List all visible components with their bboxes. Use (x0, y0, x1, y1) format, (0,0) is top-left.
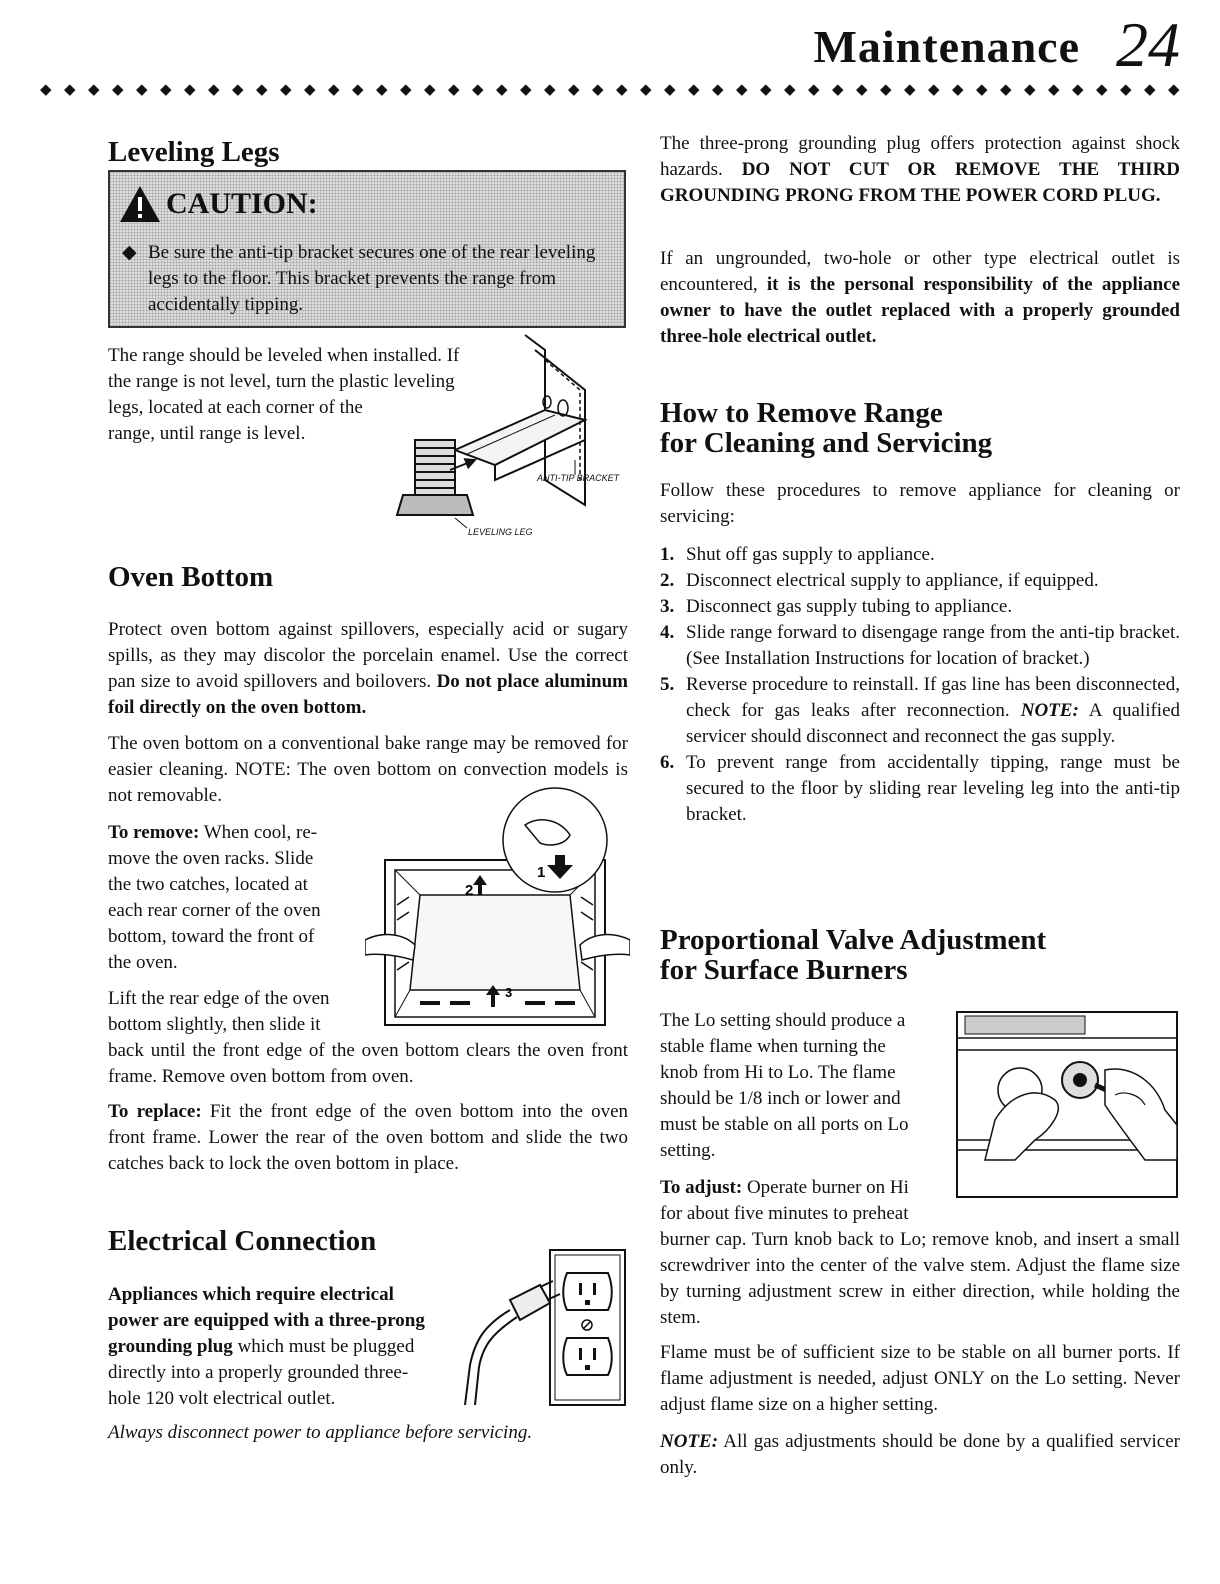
diamond-icon: ◆ (688, 82, 700, 98)
step-2-label: 2 (465, 882, 474, 899)
diamond-icon: ◆ (1072, 82, 1084, 98)
electrical-bold-1: Appliances which require electrical (108, 1284, 394, 1305)
step-item (660, 672, 1180, 750)
grounding-p1-warning: DO NOT CUT OR REMOVE THE THIRD GROUNDING PRONG FROM THE POWER CORD PLUG. (660, 159, 1181, 206)
electrical-plain-2: directly into a properly grounded three- (108, 1362, 409, 1383)
valve-adjustment-figure (955, 1010, 1180, 1200)
replace-label: To replace: (108, 1101, 202, 1122)
remove-line-4: each rear corner of the oven (108, 900, 321, 921)
electrical-bold-2: power are equipped with a three-prong (108, 1310, 425, 1331)
valve-p3: Flame must be of sufficient size to be stable on all burner ports. If flame adjustment is needed, adjust ONLY on the Lo setting. Never adjust flame size on a higher setting. (660, 1342, 1180, 1415)
lift-rest-text: back until the front edge of the oven bottom clears the oven front frame. Remove oven bottom from oven. (108, 1040, 628, 1087)
caution-text-block (122, 240, 602, 318)
oven-bottom-p1 (108, 617, 628, 721)
electrical-plain-3: hole 120 volt electrical outlet. (108, 1388, 336, 1409)
diamond-icon: ◆ (616, 82, 628, 98)
valve-p1-line-1: The Lo setting should produce a (660, 1010, 906, 1031)
step-text: Disconnect gas supply tubing to appliance. (686, 596, 1013, 617)
step-text: Shut off gas supply to appliance. (686, 544, 935, 565)
warning-icon (118, 184, 162, 224)
diamond-icon: ◆ (1096, 82, 1108, 98)
grounding-p2 (660, 246, 1180, 350)
diamond-icon: ◆ (352, 82, 364, 98)
diamond-icon: ◆ (160, 82, 172, 98)
diamond-icon: ◆ (880, 82, 892, 98)
outlet-figure (455, 1245, 635, 1415)
diamond-icon: ◆ (1048, 82, 1060, 98)
diamond-icon: ◆ (424, 82, 436, 98)
diamond-icon: ◆ (568, 82, 580, 98)
diamond-icon: ◆ (808, 82, 820, 98)
step-text: To prevent range from accidentally tipping, range must be secured to the floor by sliding rear leveling leg into the anti-tip bracket. (686, 752, 1180, 825)
page-title: Maintenance (813, 21, 1080, 72)
diamond-icon: ◆ (400, 82, 412, 98)
remove-range-intro-block (660, 478, 1180, 530)
step-5-main: Reverse procedure to reinstall. If gas line has been disconnected, check for gas leaks after reconnection. (686, 674, 1180, 721)
valve-p1-line-5: must be stable on all ports on Lo (660, 1114, 909, 1135)
diamond-icon: ◆ (904, 82, 916, 98)
diamond-icon: ◆ (376, 82, 388, 98)
caution-header (118, 184, 318, 224)
grounding-p2-text: If an ungrounded, two-hole or other type electrical outlet is encountered, (660, 248, 1180, 295)
valve-heading-line1: Proportional Valve Adjustment (660, 924, 1047, 956)
adjust-rest: burner cap. Turn knob back to Lo; remove knob, and insert a small screwdriver into the center of the valve stem. Adjust the flame size by turning adjustment screw in either direction, while holding the stem. (660, 1229, 1180, 1328)
anti-tip-bracket-label: ANTI-TIP BRACKET (537, 473, 620, 483)
step-5-note-text: A qualified servicer should disconnect and reconnect the gas supply. (686, 700, 1181, 747)
diamond-icon: ◆ (1144, 82, 1156, 98)
lift-instructions-start (108, 986, 378, 1038)
diamond-divider (40, 80, 1180, 100)
remove-range-heading-line1: How to Remove Range (660, 397, 943, 429)
diamond-icon: ◆ (232, 82, 244, 98)
remove-range-intro: Follow these procedures to remove appliance for cleaning or servicing: (660, 480, 1180, 527)
electrical-heading: Electrical Connection (108, 1225, 377, 1257)
diamond-icon: ◆ (280, 82, 292, 98)
leveling-leg-label: LEVELING LEG (468, 527, 533, 537)
diamond-icon: ◆ (208, 82, 220, 98)
step-item (660, 620, 1180, 672)
valve-p1 (660, 1008, 945, 1164)
step-number: 5. (660, 674, 675, 695)
diamond-icon: ◆ (760, 82, 772, 98)
adjust-label: To adjust: (660, 1177, 743, 1198)
diamond-icon: ◆ (736, 82, 748, 98)
diamond-icon: ◆ (88, 82, 100, 98)
diamond-icon: ◆ (1000, 82, 1012, 98)
lift-line-1: Lift the rear edge of the oven (108, 988, 330, 1009)
leveling-line-4: range, until range is level. (108, 423, 306, 444)
valve-p1-line-3: knob from Hi to Lo. The flame (660, 1062, 896, 1083)
step-text: Slide range forward to disengage range from the anti-tip bracket. (See Installation Instructions for location of bracket.) (686, 622, 1180, 669)
caution-text: Be sure the anti-tip bracket secures one of the rear leveling legs to the floor. This bracket prevents the range from accidentally tipping. (148, 242, 596, 315)
diamond-icon: ◆ (40, 82, 52, 98)
step-number: 3. (660, 596, 675, 617)
diamond-icon: ◆ (256, 82, 268, 98)
diamond-icon: ◆ (448, 82, 460, 98)
oven-bottom-p1-warning: Do not place aluminum foil directly on the oven bottom. (108, 671, 629, 718)
valve-p1-line-2: stable flame when turning the (660, 1036, 886, 1057)
grounding-p1-text: The three-prong grounding plug offers protection against shock hazards. (660, 133, 1180, 180)
step-number: 1. (660, 544, 675, 565)
replace-text: Fit the front edge of the oven bottom into the oven front frame. Lower the rear of the oven bottom and slide the two catches back to lock the oven bottom in place. (108, 1101, 628, 1174)
remove-range-heading (660, 398, 992, 459)
valve-adjust-start (660, 1175, 950, 1227)
leveling-line-3: legs, located at each corner of the (108, 397, 363, 418)
adjust-line-1: Operate burner on Hi (746, 1177, 909, 1198)
step-item (660, 568, 1180, 594)
lift-instructions-rest (108, 1038, 628, 1090)
anti-tip-bracket-figure (395, 330, 635, 545)
valve-note-text: All gas adjustments should be done by a qualified servicer only. (660, 1431, 1180, 1478)
step-text: Disconnect electrical supply to appliance, if equipped. (686, 570, 1099, 591)
grounding-p2-warning: it is the personal responsibility of the appliance owner to have the outlet replaced with a properly grounded three-hole electrical outlet. (660, 274, 1181, 347)
step-5-note-label: NOTE: (1020, 700, 1079, 721)
step-text (686, 672, 1180, 750)
electrical-note: Always disconnect power to appliance before servicing. (108, 1422, 533, 1443)
oven-bottom-p2: The oven bottom on a conventional bake range may be removed for easier cleaning. NOTE: The oven bottom on convection models is not removable. (108, 733, 628, 806)
diamond-icon: ◆ (544, 82, 556, 98)
remove-line-5: bottom, toward the front of (108, 926, 315, 947)
electrical-plain-1: which must be plugged (237, 1336, 415, 1357)
leveling-legs-heading: Leveling Legs (108, 136, 280, 168)
diamond-icon: ◆ (592, 82, 604, 98)
page-number: 24 (1116, 9, 1180, 80)
step-3-label: 3 (505, 985, 513, 1000)
valve-note-label: NOTE: (660, 1431, 719, 1452)
step-number: 2. (660, 570, 675, 591)
diamond-icon: ◆ (1168, 82, 1180, 98)
diamond-icon: ◆ (304, 82, 316, 98)
diamond-icon: ◆ (856, 82, 868, 98)
remove-instructions (108, 820, 368, 976)
diamond-icon: ◆ (832, 82, 844, 98)
diamond-icon: ◆ (184, 82, 196, 98)
diamond-icon: ◆ (112, 82, 124, 98)
remove-line-2: move the oven racks. Slide (108, 848, 314, 869)
valve-heading-line2: for Surface Burners (660, 954, 908, 987)
valve-p1-line-4: should be 1/8 inch or lower and (660, 1088, 901, 1109)
remove-line-6: the oven. (108, 952, 178, 973)
valve-note-block (660, 1429, 1180, 1481)
diamond-icon: ◆ (640, 82, 652, 98)
caution-box (108, 170, 626, 328)
caution-title: CAUTION: (166, 187, 318, 220)
step-item (660, 542, 1180, 568)
remove-line-1: When cool, re- (203, 822, 318, 843)
bullet-diamond-icon: ◆ (122, 242, 137, 263)
lift-line-2: bottom slightly, then slide it (108, 1014, 321, 1035)
leveling-line-1: The range should be leveled when installed. If (108, 345, 460, 366)
leveling-line-2: the range is not level, turn the plastic leveling (108, 371, 455, 392)
valve-heading (660, 925, 1046, 986)
oven-bottom-p1-text: Protect oven bottom against spillovers, especially acid or sugary spills, as they may discolor the porcelain enamel. Use the correct pan size to avoid spillovers and boilovers. (108, 619, 628, 692)
diamond-icon: ◆ (1024, 82, 1036, 98)
remove-range-heading-line2: for Cleaning and Servicing (660, 427, 993, 460)
electrical-bold-3: grounding plug (108, 1336, 233, 1357)
valve-adjust-rest-block (660, 1227, 1180, 1331)
diamond-icon: ◆ (664, 82, 676, 98)
diamond-icon: ◆ (328, 82, 340, 98)
oven-bottom-figure (365, 785, 630, 1030)
diamond-icon: ◆ (712, 82, 724, 98)
remove-label: To remove: (108, 822, 200, 843)
diamond-icon: ◆ (520, 82, 532, 98)
diamond-icon: ◆ (976, 82, 988, 98)
step-item (660, 750, 1180, 828)
step-number: 4. (660, 622, 675, 643)
oven-bottom-heading: Oven Bottom (108, 561, 274, 593)
valve-p1-line-6: setting. (660, 1140, 716, 1161)
diamond-icon: ◆ (928, 82, 940, 98)
replace-instructions (108, 1099, 628, 1177)
grounding-p1 (660, 131, 1180, 209)
diamond-icon: ◆ (784, 82, 796, 98)
diamond-icon: ◆ (496, 82, 508, 98)
diamond-icon: ◆ (472, 82, 484, 98)
diamond-icon: ◆ (136, 82, 148, 98)
step-item (660, 594, 1180, 620)
diamond-icon: ◆ (1120, 82, 1132, 98)
diamond-icon: ◆ (952, 82, 964, 98)
adjust-line-2: for about five minutes to preheat (660, 1203, 909, 1224)
step-1-label: 1 (537, 864, 546, 881)
valve-p3-block (660, 1340, 1180, 1418)
remove-line-3: the two catches, located at (108, 874, 308, 895)
step-number: 6. (660, 752, 675, 773)
remove-range-steps (660, 542, 1180, 828)
diamond-icon: ◆ (64, 82, 76, 98)
electrical-body (108, 1282, 478, 1412)
